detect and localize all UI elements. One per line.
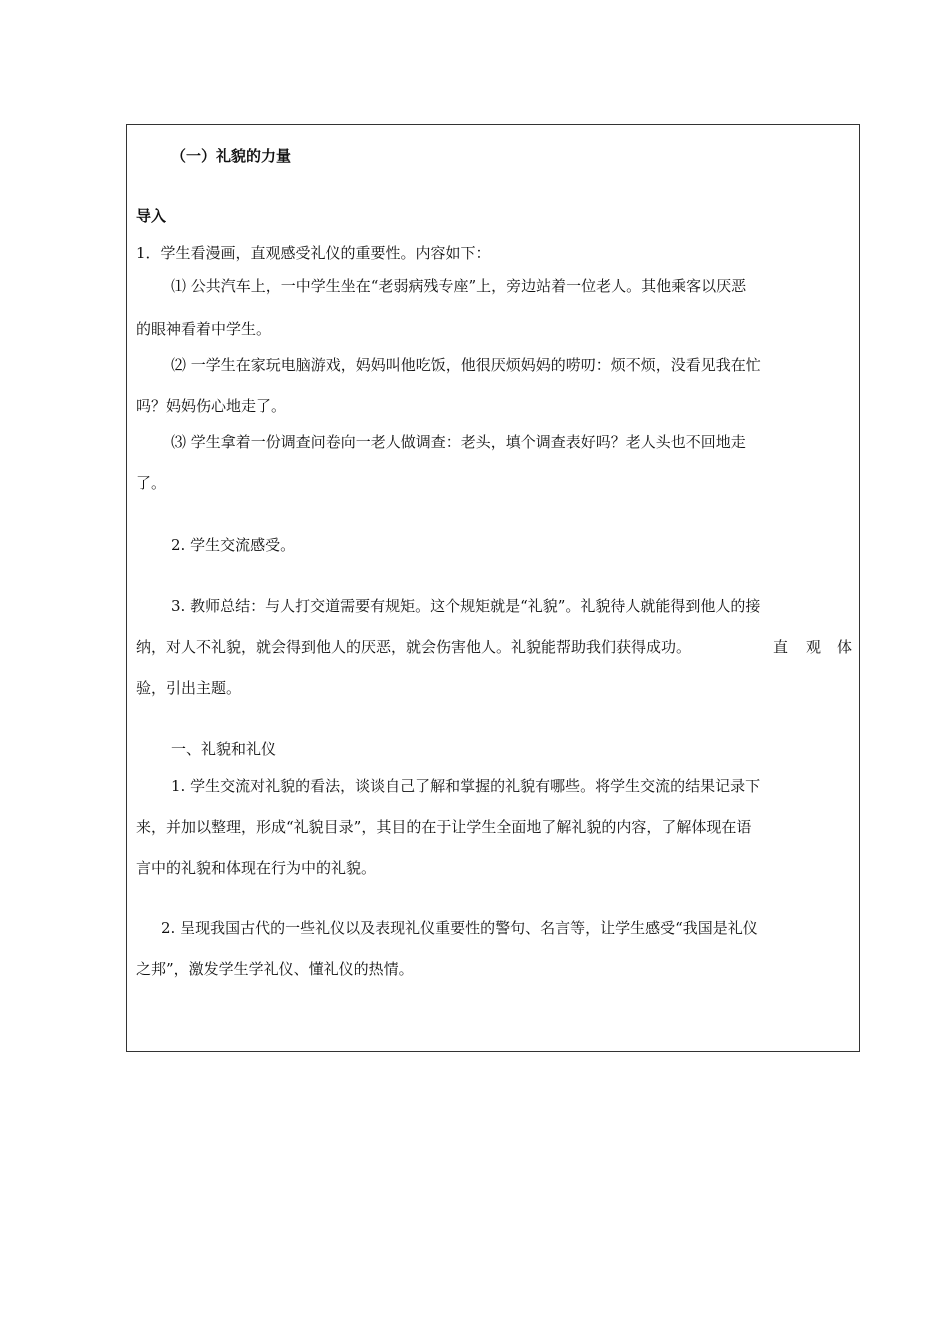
part-1-heading: 一、礼貌和礼仪 — [171, 740, 277, 758]
item-3-line-2-char-2: 观 — [806, 638, 822, 656]
item-2-text: 2. 学生交流感受。 — [171, 536, 296, 554]
item-3-line-2-main: 纳，对人不礼貌，就会得到他人的厌恶，就会伤害他人。礼貌能帮助我们获得成功。 — [136, 638, 692, 656]
item-1-sub-1-line-2: 的眼神看着中学生。 — [136, 320, 272, 338]
item-3-line-1: 3. 教师总结：与人打交道需要有规矩。这个规矩就是“礼貌”。礼貌待人就能得到他人的接 — [171, 597, 761, 615]
part-1-p1-line-1: 1. 学生交流对礼貌的看法，谈谈自己了解和掌握的礼貌有哪些。将学生交流的结果记录下 — [171, 777, 761, 795]
part-1-p1-line-3: 言中的礼貌和体现在行为中的礼貌。 — [136, 859, 377, 877]
intro-heading: 导入 — [136, 207, 167, 225]
part-1-p2-line-2: 之邦”，激发学生学礼仪、懂礼仪的热情。 — [136, 960, 414, 978]
content-table-cell — [126, 124, 860, 1052]
item-3-line-2 — [136, 637, 852, 657]
item-1-sub-2-line-2: 吗？妈妈伤心地走了。 — [136, 397, 287, 415]
section-title: （一）礼貌的力量 — [171, 147, 292, 165]
item-1-sub-3-line-2: 了。 — [136, 474, 167, 492]
item-3-line-3: 验，引出主题。 — [136, 679, 242, 697]
item-1-sub-3-line-1: ⑶ 学生拿着一份调查问卷向一老人做调查：老头，填个调查表好吗？老人头也不回地走 — [171, 433, 746, 451]
item-3-line-2-char-3: 体 — [837, 638, 853, 656]
item-3-line-2-char-1: 直 — [773, 638, 789, 656]
part-1-p2-line-1: 2. 呈现我国古代的一些礼仪以及表现礼仪重要性的警句、名言等，让学生感受“我国是礼仪 — [161, 919, 758, 937]
item-1-sub-2-line-1: ⑵ 一学生在家玩电脑游戏，妈妈叫他吃饭，他很厌烦妈妈的唠叨：烦不烦，没看见我在忙 — [171, 356, 761, 374]
part-1-p1-line-2: 来，并加以整理，形成“礼貌目录”，其目的在于让学生全面地了解礼貌的内容，了解体现在语 — [136, 818, 752, 836]
item-1-sub-1-line-1: ⑴ 公共汽车上，一中学生坐在“老弱病残专座”上，旁边站着一位老人。其他乘客以厌恶 — [171, 277, 747, 295]
item-1-text: 1．学生看漫画，直观感受礼仪的重要性。内容如下： — [136, 244, 491, 262]
